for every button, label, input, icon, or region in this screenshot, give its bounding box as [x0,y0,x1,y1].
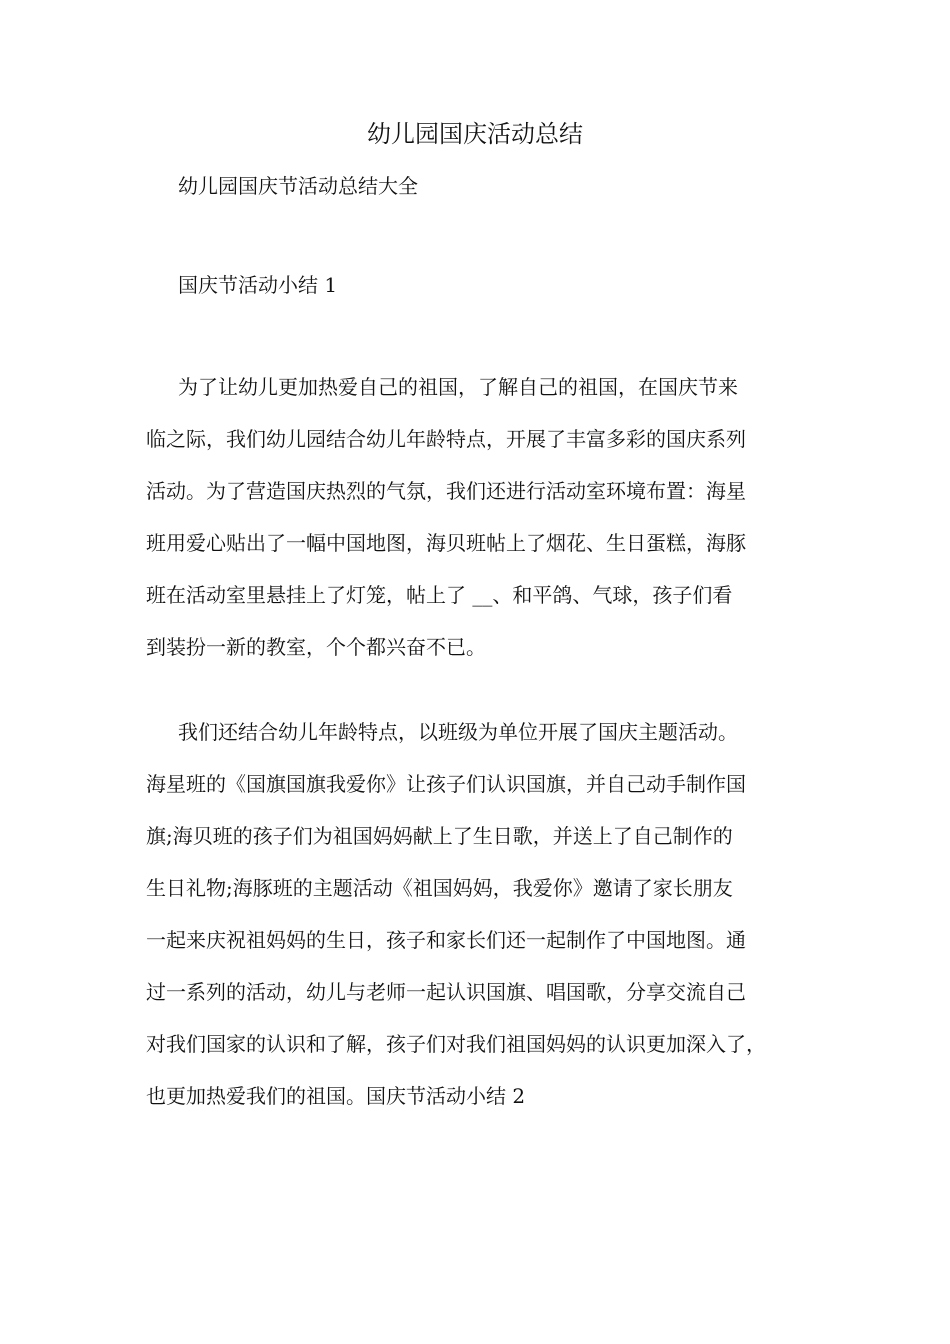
paragraph-line: 对我们国家的认识和了解，孩子们对我们祖国妈妈的认识更加深入了， [146,1032,766,1056]
paragraph-line: 临之际，我们幼儿园结合幼儿年龄特点，开展了丰富多彩的国庆系列 [146,427,746,451]
section-heading: 国庆节活动小结 1 [178,273,338,297]
document-title: 幼儿园国庆活动总结 [367,120,583,148]
paragraph-line: 班用爱心贴出了一幅中国地图，海贝班帖上了烟花、生日蛋糕，海豚 [146,531,746,555]
paragraph-line: 为了让幼儿更加热爱自己的祖国，了解自己的祖国，在国庆节来 [178,375,738,399]
paragraph-1 [146,361,822,673]
paragraph-line: 到装扮一新的教室，个个都兴奋不已。 [146,635,486,659]
paragraph-line: 一起来庆祝祖妈妈的生日，孩子和家长们还一起制作了中国地图。通 [146,928,746,952]
document-subtitle: 幼儿园国庆节活动总结大全 [178,174,418,198]
paragraph-line: 生日礼物;海豚班的主题活动《祖国妈妈，我爱你》邀请了家长朋友 [146,876,733,900]
paragraph-line: 海星班的《国旗国旗我爱你》让孩子们认识国旗，并自己动手制作国 [146,772,746,796]
paragraph-line: 也更加热爱我们的祖国。国庆节活动小结 2 [146,1084,526,1108]
paragraph-line: 我们还结合幼儿年龄特点，以班级为单位开展了国庆主题活动。 [178,720,738,744]
paragraph-2 [146,706,822,1122]
paragraph-line: 活动。为了营造国庆热烈的气氛，我们还进行活动室环境布置：海星 [146,479,746,503]
paragraph-line: 班在活动室里悬挂上了灯笼，帖上了 __、和平鸽、气球，孩子们看 [146,583,733,607]
paragraph-line: 旗;海贝班的孩子们为祖国妈妈献上了生日歌，并送上了自己制作的 [146,824,733,848]
paragraph-line: 过一系列的活动，幼儿与老师一起认识国旗、唱国歌，分享交流自己 [146,980,746,1004]
